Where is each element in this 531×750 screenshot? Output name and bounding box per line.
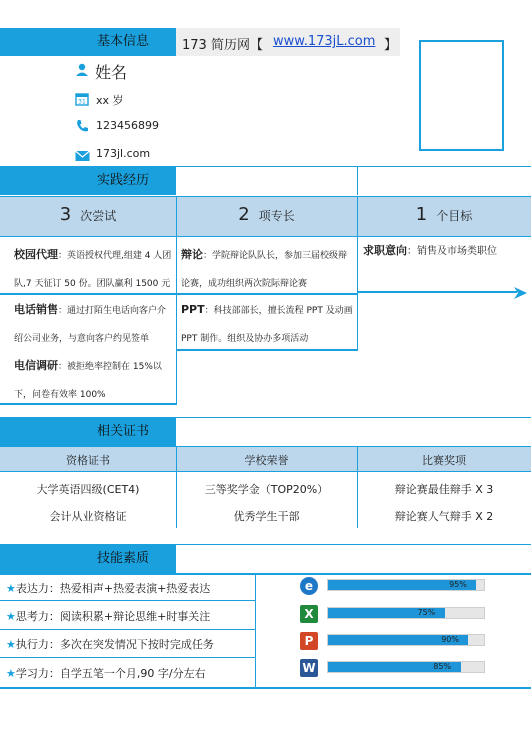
site-link[interactable]: www.173jL.com xyxy=(273,34,376,49)
divider xyxy=(357,167,358,195)
arrow-right-icon xyxy=(514,285,528,304)
phone-icon xyxy=(75,118,89,137)
skill-bar-label: 90% xyxy=(441,635,459,644)
divider xyxy=(0,629,255,630)
star-icon: ★ xyxy=(6,638,16,651)
profile-age: xx 岁 xyxy=(96,94,124,107)
cert-cell: 优秀学生干部 xyxy=(233,510,300,523)
site-suffix: 】 xyxy=(384,38,398,53)
star-icon: ★ xyxy=(6,667,16,680)
divider xyxy=(0,687,531,689)
excel-icon: X xyxy=(300,605,318,623)
arrow-line xyxy=(357,291,517,293)
word-icon: W xyxy=(300,659,318,677)
skill-bar-label: 85% xyxy=(433,662,452,671)
divider xyxy=(357,237,358,351)
ppt-entry: PPT：科技部部长，擅长流程 PPT 及动画 PPT 制作。组织及协办多项活动 xyxy=(181,303,353,344)
divider xyxy=(0,573,531,575)
certs-col-awards: 比赛奖项 xyxy=(422,454,466,467)
email-icon xyxy=(75,147,90,166)
job-intention-entry: 求职意向：销售及市场类职位 xyxy=(363,244,497,257)
divider xyxy=(176,293,357,295)
cert-cell: 辩论赛最佳辩手 X 3 xyxy=(394,483,494,496)
quality-item: ★表达力：热爱相声+热爱表演+热爱表达 xyxy=(6,582,211,595)
quality-item: ★执行力：多次在突发情况下按时完成任务 xyxy=(6,638,214,651)
skill-bar-label: 75% xyxy=(417,608,436,617)
profile-email: 173jl.com xyxy=(96,147,151,160)
profile-phone: 123456899 xyxy=(96,119,159,132)
divider xyxy=(0,657,255,658)
cert-cell: 辩论赛人气辩手 X 2 xyxy=(394,510,494,523)
profile-name: 姓名 xyxy=(95,63,128,82)
divider xyxy=(176,350,177,405)
skill-bar-track xyxy=(327,661,485,673)
powerpoint-icon: P xyxy=(300,632,318,650)
campus-agent-entry: 校园代理：英语授权代理,组建 4 人团队,7 天征订 50 份。团队赢利 1500 元 xyxy=(14,248,172,289)
divider xyxy=(255,575,256,687)
person-icon xyxy=(75,62,89,81)
star-icon: ★ xyxy=(6,582,16,595)
cert-cell: 大学英语四级(CET4) xyxy=(36,483,140,496)
ie-icon: e xyxy=(300,577,318,595)
basic-info-title: 基本信息 xyxy=(0,28,176,56)
stat-goals: 1 个目标 xyxy=(415,204,473,225)
telesales-entry: 电话销售：通过打陌生电话向客户介绍公司业务，与意向客户约见签单 xyxy=(14,303,167,344)
debate-entry: 辩论：学院辩论队队长，参加三届校级辩论赛，成功组织两次院际辩论赛 xyxy=(181,248,348,289)
skill-bar-label: 95% xyxy=(449,580,467,589)
svg-text:31: 31 xyxy=(78,98,86,106)
skill-bar-track xyxy=(327,634,485,646)
quality-item: ★学习力：自学五笔一个月,90 字/分左右 xyxy=(6,667,206,680)
cert-cell: 三等奖学金（TOP20%） xyxy=(204,483,329,496)
site-prefix: 173 简历网【 xyxy=(182,38,263,53)
skills-title: 技能素质 xyxy=(0,545,176,573)
stat-attempts: 3 次尝试 xyxy=(59,204,117,225)
practice-title: 实践经历 xyxy=(0,167,176,195)
certs-title: 相关证书 xyxy=(0,418,176,446)
divider xyxy=(0,600,255,601)
certs-col-qualification: 资格证书 xyxy=(66,454,110,467)
telecom-entry: 电信调研：被拒绝率控制在 15%以下，问卷有效率 100% xyxy=(14,359,162,400)
divider xyxy=(0,293,176,295)
site-banner xyxy=(176,28,400,56)
photo-placeholder xyxy=(419,40,504,151)
certs-col-honors: 学校荣誉 xyxy=(244,454,289,467)
cert-cell: 会计从业资格证 xyxy=(49,510,127,523)
divider xyxy=(0,403,177,405)
calendar-icon xyxy=(75,91,89,110)
star-icon: ★ xyxy=(6,610,16,623)
quality-item: ★思考力：阅读积累+辩论思维+时事关注 xyxy=(6,610,211,623)
stat-skills: 2 项专长 xyxy=(238,204,295,225)
skill-bar-track xyxy=(327,607,485,619)
